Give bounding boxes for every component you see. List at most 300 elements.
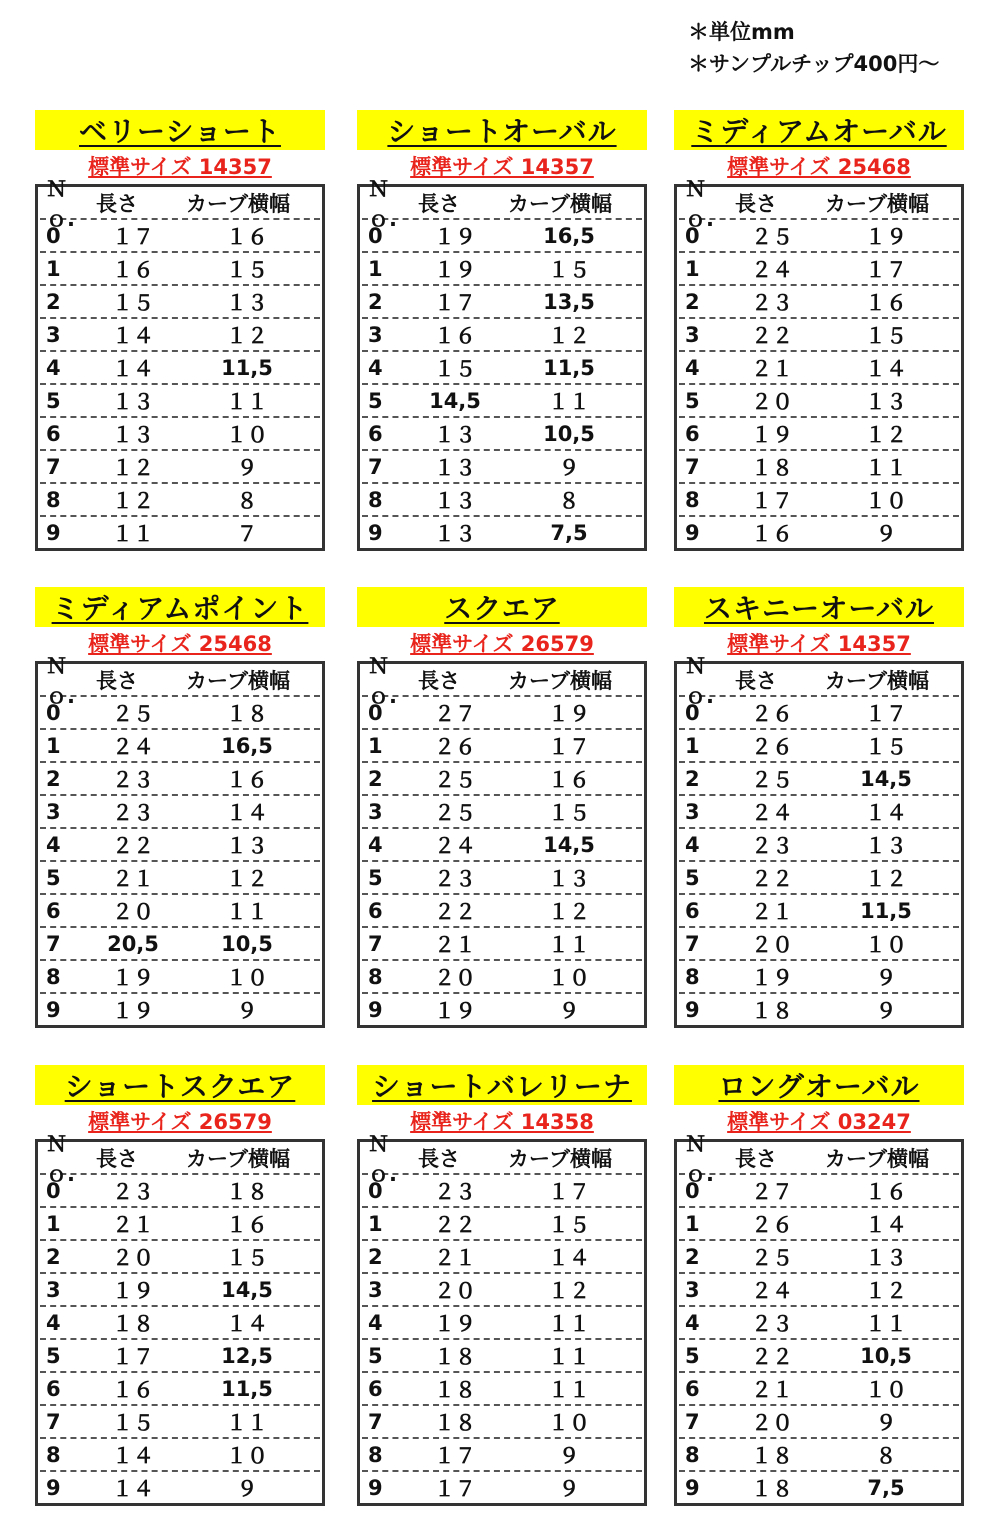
cell-length: １６ [434,323,476,348]
cell-width: １１ [548,932,590,957]
cell-width: 11,5 [860,898,912,923]
table-header-row [40,1131,320,1186]
cell-width: １６ [226,1212,268,1237]
table-row [679,763,959,796]
cell-width: ８ [875,1443,897,1468]
table-title-band [357,587,647,627]
cell-width: ８ [558,488,580,513]
cell-no: 6 [685,421,700,446]
standard-size: 標準サイズ 03247 [727,1110,911,1134]
cell-no: 6 [368,421,383,446]
cell-width: 16,5 [543,223,595,248]
cell-no: 3 [685,1277,700,1302]
table-row [40,352,320,385]
header-length: 長さ [735,668,777,693]
cell-length: １２ [112,455,154,480]
cell-width: １１ [548,1311,590,1336]
cell-length: １７ [112,224,154,249]
table-row [679,895,959,928]
cell-length: ２１ [434,932,476,957]
cell-width: １３ [865,1245,907,1270]
cell-length: １５ [112,290,154,315]
cell-width: １９ [865,224,907,249]
table-title-band [35,110,325,150]
cell-width: １５ [548,800,590,825]
cell-no: 9 [685,1475,700,1500]
shape-title: ベリーショート [79,115,281,148]
shape-title: ショートスクエア [64,1070,296,1103]
cell-width: １４ [226,1311,268,1336]
table-row [362,1472,642,1503]
table-header-row [362,653,642,708]
cell-no: 2 [46,289,61,314]
cell-width: １４ [865,1212,907,1237]
cell-width: １３ [548,866,590,891]
cell-no: 4 [368,832,383,857]
cell-width: １０ [865,488,907,513]
table-row [679,451,959,484]
cell-length: ２２ [434,899,476,924]
table-title-band [357,1065,647,1105]
table-row [679,829,959,862]
table-row [40,1274,320,1307]
cell-length: ２４ [751,800,793,825]
cell-no: 0 [685,1178,700,1203]
cell-width: ９ [875,998,897,1023]
cell-no: 4 [368,1310,383,1335]
cell-length: １３ [434,422,476,447]
cell-width: １６ [865,1179,907,1204]
table-row [40,697,320,730]
cell-length: ２３ [751,1311,793,1336]
cell-length: ２１ [751,899,793,924]
table-row [362,895,642,928]
cell-length: １９ [751,422,793,447]
size-table-block [357,1065,647,1506]
cell-no: 8 [685,964,700,989]
cell-no: 1 [46,256,61,281]
cell-width: １１ [226,1410,268,1435]
size-table-block [674,1065,964,1506]
cell-no: 4 [46,355,61,380]
table-header-row [40,176,320,231]
cell-no: 2 [685,289,700,314]
cell-width: １０ [226,965,268,990]
cell-no: 7 [46,454,61,479]
cell-length: ２３ [751,290,793,315]
table-row [679,1307,959,1340]
table-row [40,385,320,418]
table-row [362,1373,642,1406]
cell-no: 0 [368,1178,383,1203]
standard-size: 標準サイズ 25468 [88,632,272,656]
header-width: カーブ横幅 [186,668,290,693]
table-row [362,994,642,1025]
cell-width: 14,5 [221,1277,273,1302]
cell-no: 3 [368,1277,383,1302]
cell-no: 4 [685,832,700,857]
size-table-block [674,587,964,1028]
cell-width: ９ [558,1476,580,1501]
table-row [362,319,642,352]
cell-width: １７ [548,1179,590,1204]
cell-no: 5 [368,388,383,413]
cell-width: 10,5 [860,1343,912,1368]
cell-length: ２３ [751,833,793,858]
table-row [679,517,959,548]
cell-no: 9 [368,997,383,1022]
cell-width: １１ [226,389,268,414]
cell-width: １４ [865,800,907,825]
cell-width: １０ [548,1410,590,1435]
cell-length: １６ [112,1377,154,1402]
cell-length: ２４ [751,257,793,282]
cell-width: １２ [548,899,590,924]
cell-length: ２６ [751,701,793,726]
cell-no: 6 [685,898,700,923]
cell-no: 9 [685,997,700,1022]
cell-no: 9 [46,997,61,1022]
cell-width: １０ [865,1377,907,1402]
cell-length: １５ [112,1410,154,1435]
cell-width: 7,5 [550,520,588,545]
cell-width: 10,5 [543,421,595,446]
cell-width: １７ [865,701,907,726]
cell-width: 11,5 [221,355,273,380]
cell-no: 5 [685,388,700,413]
cell-no: 3 [685,799,700,824]
cell-width: １６ [226,767,268,792]
size-table-block [357,110,647,551]
cell-width: １０ [226,1443,268,1468]
table-row [40,994,320,1025]
header-width: カーブ横幅 [508,1146,612,1171]
cell-no: 3 [46,799,61,824]
cell-length: ２０ [751,389,793,414]
table-row [362,961,642,994]
cell-no: 1 [46,1211,61,1236]
table-row [679,1340,959,1373]
cell-length: １２ [112,488,154,513]
cell-width: １２ [865,866,907,891]
cell-no: 0 [46,223,61,248]
table-row [362,1307,642,1340]
cell-no: 7 [685,1409,700,1434]
cell-width: １３ [865,833,907,858]
cell-length: １１ [112,521,154,546]
cell-length: ２６ [434,734,476,759]
table-row [40,928,320,961]
cell-width: １８ [226,701,268,726]
table-row [362,451,642,484]
cell-length: ２１ [434,1245,476,1270]
table-row [679,1274,959,1307]
cell-no: 5 [368,865,383,890]
shape-title: ショートバレリーナ [372,1070,632,1103]
cell-no: 6 [368,1376,383,1401]
cell-length: １８ [751,1476,793,1501]
cell-width: １１ [226,899,268,924]
cell-width: １５ [226,257,268,282]
cell-no: 6 [46,898,61,923]
table-row [362,220,642,253]
cell-width: １５ [865,323,907,348]
cell-length: １４ [112,356,154,381]
table-row [40,763,320,796]
cell-length: １７ [112,1344,154,1369]
table-header-row [40,653,320,708]
header-length: 長さ [418,191,460,216]
header-no: Ｎｏ. [685,1131,714,1186]
size-table [35,176,325,551]
table-row [362,253,642,286]
header-no: Ｎｏ. [46,176,75,231]
cell-width: ７ [236,521,258,546]
cell-length: ２０ [751,1410,793,1435]
table-row [679,1208,959,1241]
cell-no: 2 [368,289,383,314]
cell-length: ２４ [434,833,476,858]
cell-length: １９ [434,998,476,1023]
header-width: カーブ横幅 [508,191,612,216]
cell-width: ９ [875,1410,897,1435]
cell-width: １２ [548,1278,590,1303]
cell-no: 6 [46,421,61,446]
cell-length: ２４ [112,734,154,759]
cell-length: ２２ [434,1212,476,1237]
cell-length: ２０ [434,1278,476,1303]
cell-length: １７ [434,1476,476,1501]
cell-no: 5 [46,388,61,413]
table-row [40,286,320,319]
cell-width: １２ [226,323,268,348]
size-table [35,653,325,1028]
cell-no: 7 [368,1409,383,1434]
standard-size: 標準サイズ 25468 [727,155,911,179]
cell-width: ９ [875,521,897,546]
cell-width: １２ [548,323,590,348]
table-row [362,418,642,451]
standard-size: 標準サイズ 14358 [410,1110,594,1134]
cell-length: 20,5 [107,931,159,956]
size-table [357,176,647,551]
table-row [679,220,959,253]
cell-no: 1 [685,733,700,758]
cell-no: 8 [46,1442,61,1467]
size-table [674,653,964,1028]
cell-width: １７ [548,734,590,759]
header-no: Ｎｏ. [368,1131,397,1186]
table-row [40,1406,320,1439]
cell-length: １８ [434,1377,476,1402]
cell-width: 14,5 [860,766,912,791]
cell-length: ２５ [751,224,793,249]
cell-width: １６ [865,290,907,315]
table-row [40,517,320,548]
cell-no: 2 [368,766,383,791]
cell-no: 2 [685,766,700,791]
table-row [40,1241,320,1274]
cell-width: １６ [548,767,590,792]
table-row [40,961,320,994]
header-width: カーブ横幅 [186,1146,290,1171]
size-table [674,1131,964,1506]
cell-no: 2 [685,1244,700,1269]
table-row [40,319,320,352]
cell-length: ２５ [434,767,476,792]
cell-width: １５ [548,1212,590,1237]
cell-width: ９ [558,998,580,1023]
table-row [362,862,642,895]
cell-length: ２３ [112,800,154,825]
cell-no: 5 [46,865,61,890]
cell-length: 14,5 [429,388,481,413]
shape-title: ミディアムポイント [51,592,309,625]
table-row [40,1472,320,1503]
cell-width: 7,5 [867,1475,905,1500]
cell-no: 1 [46,733,61,758]
cell-width: １１ [865,455,907,480]
table-row [679,385,959,418]
size-table-block [35,587,325,1028]
table-row [679,961,959,994]
size-table [357,653,647,1028]
cell-no: 9 [46,520,61,545]
cell-no: 7 [368,931,383,956]
standard-size: 標準サイズ 26579 [410,632,594,656]
cell-width: 13,5 [543,289,595,314]
cell-length: ２０ [112,899,154,924]
table-row [40,1307,320,1340]
cell-no: 0 [685,223,700,248]
table-title-band [35,1065,325,1105]
table-row [679,862,959,895]
cell-width: ９ [875,965,897,990]
table-row [362,286,642,319]
cell-no: 8 [46,487,61,512]
cell-width: １０ [548,965,590,990]
table-row [40,1175,320,1208]
cell-no: 5 [46,1343,61,1368]
cell-width: １４ [226,800,268,825]
cell-length: １８ [434,1410,476,1435]
cell-width: １４ [548,1245,590,1270]
standard-size: 標準サイズ 26579 [88,1110,272,1134]
table-row [40,1340,320,1373]
standard-size: 標準サイズ 14357 [410,155,594,179]
cell-no: 6 [685,1376,700,1401]
cell-width: 16,5 [221,733,273,758]
cell-length: １８ [751,998,793,1023]
table-row [40,418,320,451]
cell-length: ２５ [112,701,154,726]
cell-width: 14,5 [543,832,595,857]
cell-no: 3 [368,799,383,824]
table-row [679,352,959,385]
cell-no: 3 [685,322,700,347]
cell-width: １１ [865,1311,907,1336]
cell-no: 0 [46,700,61,725]
table-row [40,829,320,862]
table-header-row [679,653,959,708]
header-length: 長さ [418,1146,460,1171]
table-row [362,829,642,862]
cell-width: １７ [865,257,907,282]
cell-no: 3 [46,1277,61,1302]
cell-no: 7 [685,931,700,956]
table-row [362,484,642,517]
header-no: Ｎｏ. [368,653,397,708]
cell-length: ２３ [434,1179,476,1204]
table-row [362,1208,642,1241]
table-row [362,1340,642,1373]
cell-length: ２５ [434,800,476,825]
cell-no: 6 [368,898,383,923]
cell-no: 0 [685,700,700,725]
size-table-block [35,1065,325,1506]
cell-no: 1 [685,256,700,281]
size-table-block [674,110,964,551]
cell-length: ２７ [434,701,476,726]
table-header-row [362,1131,642,1186]
cell-width: １６ [226,224,268,249]
table-row [679,928,959,961]
cell-length: ２１ [112,1212,154,1237]
table-row [679,730,959,763]
unit-note: ＊単位mm [688,20,795,44]
table-row [40,730,320,763]
table-row [362,1175,642,1208]
cell-length: ２２ [751,866,793,891]
cell-width: １２ [865,422,907,447]
cell-no: 7 [368,454,383,479]
cell-length: ２３ [112,767,154,792]
cell-no: 3 [46,322,61,347]
table-row [40,796,320,829]
cell-length: ２６ [751,1212,793,1237]
table-header-row [362,176,642,231]
cell-no: 2 [46,1244,61,1269]
table-row [362,352,642,385]
cell-length: １３ [112,422,154,447]
table-row [679,1241,959,1274]
table-header-row [679,176,959,231]
cell-length: １９ [434,257,476,282]
cell-length: １８ [434,1344,476,1369]
cell-length: １８ [112,1311,154,1336]
cell-no: 7 [685,454,700,479]
cell-length: ２３ [112,1179,154,1204]
cell-length: ２５ [751,1245,793,1270]
size-table [674,176,964,551]
table-row [362,928,642,961]
cell-width: １１ [548,389,590,414]
cell-no: 2 [46,766,61,791]
cell-length: １４ [112,1476,154,1501]
table-row [362,730,642,763]
table-row [362,763,642,796]
standard-size: 標準サイズ 14357 [727,632,911,656]
cell-no: 1 [368,733,383,758]
table-row [679,697,959,730]
header-length: 長さ [735,191,777,216]
header-length: 長さ [96,1146,138,1171]
cell-no: 9 [685,520,700,545]
header-width: カーブ横幅 [508,668,612,693]
cell-no: 4 [46,1310,61,1335]
table-title-band [357,110,647,150]
table-row [679,1406,959,1439]
